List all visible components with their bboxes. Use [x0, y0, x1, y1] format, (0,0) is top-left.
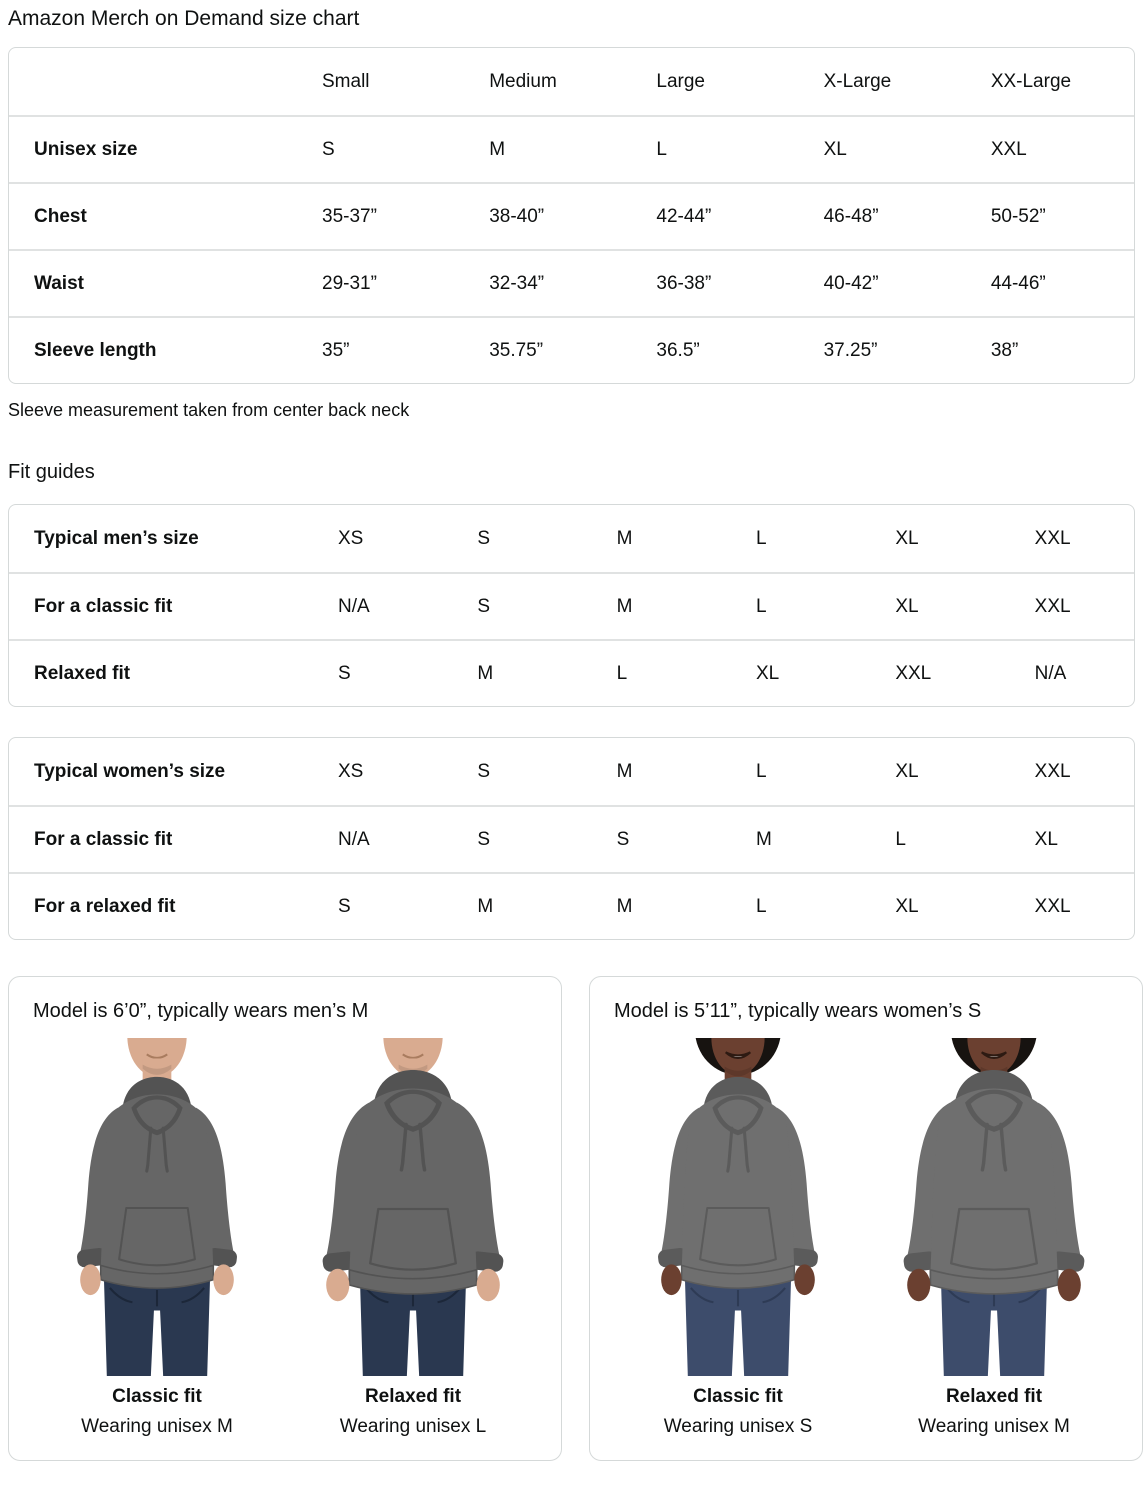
- fit-cell: XL: [895, 895, 919, 917]
- row-label: For a classic fit: [34, 828, 173, 850]
- fit-cell: L: [755, 527, 767, 549]
- row-label: Unisex size: [34, 138, 138, 160]
- female-relaxed-fit-photo: [879, 1038, 1109, 1376]
- fit-cell: M: [755, 828, 772, 850]
- size-cell: 38-40”: [489, 205, 545, 227]
- fit-cell: XL: [1034, 828, 1058, 850]
- row-label: Typical men’s size: [34, 527, 199, 549]
- model-figure: [614, 1038, 862, 1442]
- table-row: [9, 249, 1134, 316]
- fit-cell: S: [477, 760, 491, 782]
- female-classic-fit-photo: [623, 1038, 853, 1376]
- row-label: For a relaxed fit: [34, 895, 176, 917]
- model-card-men: [8, 976, 562, 1461]
- wearing-label: Wearing unisex L: [339, 1416, 487, 1437]
- size-cell: 44-46”: [990, 272, 1046, 294]
- size-chart-table: [8, 47, 1135, 384]
- fit-label: Classic fit: [112, 1386, 202, 1407]
- fit-cell: L: [895, 828, 906, 850]
- wearing-label: Wearing unisex S: [663, 1416, 813, 1437]
- size-cell: 37.25”: [823, 339, 878, 361]
- fit-cell: N/A: [1034, 662, 1067, 684]
- column-header: XX-Large: [990, 70, 1072, 92]
- fit-guides-heading: Fit guides: [8, 461, 95, 483]
- mens-fit-table: [8, 504, 1135, 707]
- size-cell: 40-42”: [823, 272, 879, 294]
- fit-cell: XXL: [1034, 895, 1071, 917]
- fit-cell: XL: [755, 662, 780, 684]
- page-title: Amazon Merch on Demand size chart: [8, 7, 360, 30]
- fit-cell: XL: [895, 760, 919, 782]
- row-label: Relaxed fit: [34, 662, 131, 684]
- figures-row: [33, 1038, 537, 1442]
- fit-cell: XXL: [1034, 527, 1071, 549]
- male-relaxed-fit-photo: [298, 1038, 528, 1376]
- fit-cell: N/A: [338, 595, 370, 617]
- fit-cell: M: [616, 760, 633, 782]
- fit-cell: M: [477, 895, 494, 917]
- fit-cell: M: [477, 662, 494, 684]
- table-row: [9, 115, 1134, 182]
- column-header: Small: [322, 70, 370, 92]
- table-row: [9, 316, 1134, 383]
- fit-cell: M: [616, 527, 633, 549]
- size-cell: 46-48”: [823, 205, 879, 227]
- fit-cell: XXL: [1034, 760, 1071, 782]
- row-label: Chest: [34, 205, 87, 227]
- size-chart-page: [0, 6, 1143, 1469]
- size-cell: 50-52”: [990, 205, 1046, 227]
- size-cell: 35-37”: [322, 205, 377, 227]
- size-cell: 36.5”: [656, 339, 700, 361]
- row-label: Typical women’s size: [34, 760, 226, 782]
- fit-cell: XL: [895, 527, 919, 549]
- table-header-row: [9, 48, 1134, 115]
- fit-cell: S: [477, 595, 491, 617]
- row-label: Waist: [34, 272, 84, 294]
- sleeve-note: Sleeve measurement taken from center back neck: [8, 400, 410, 420]
- size-cell: 29-31”: [322, 272, 377, 294]
- fit-cell: N/A: [338, 828, 370, 850]
- size-cell: XXL: [990, 138, 1027, 160]
- card-heading: Model is 6’0”, typically wears men’s M: [33, 1000, 369, 1022]
- size-cell: 38”: [990, 339, 1019, 361]
- fit-cell: L: [755, 760, 767, 782]
- table-row: [9, 639, 1134, 706]
- column-header: Large: [656, 70, 706, 92]
- womens-fit-table: [8, 737, 1135, 940]
- fit-label: Classic fit: [693, 1386, 783, 1407]
- fit-cell: L: [755, 595, 767, 617]
- size-cell: 35”: [322, 339, 350, 361]
- wearing-label: Wearing unisex M: [81, 1416, 233, 1437]
- fit-cell: XL: [895, 595, 919, 617]
- fit-cell: XXL: [1034, 595, 1071, 617]
- table-row: [9, 738, 1134, 805]
- table-row: [9, 805, 1134, 872]
- fit-cell: XXL: [895, 662, 932, 684]
- size-cell: 36-38”: [656, 272, 712, 294]
- fit-cell: S: [338, 662, 351, 684]
- row-label: Sleeve length: [34, 339, 157, 361]
- model-cards: [8, 976, 1135, 1461]
- fit-cell: M: [616, 595, 633, 617]
- fit-label: Relaxed fit: [364, 1386, 462, 1407]
- table-row: [9, 872, 1134, 939]
- size-cell: XL: [823, 138, 847, 160]
- fit-cell: S: [477, 828, 491, 850]
- column-header: X-Large: [823, 70, 892, 92]
- card-heading: Model is 5’11”, typically wears women’s S: [614, 1000, 982, 1022]
- size-cell: 42-44”: [656, 205, 712, 227]
- fit-label: Relaxed fit: [945, 1386, 1043, 1407]
- fit-cell: S: [338, 895, 351, 917]
- model-card-women: [589, 976, 1143, 1461]
- fit-cell: XS: [338, 527, 364, 549]
- size-cell: M: [489, 138, 506, 160]
- wearing-label: Wearing unisex M: [918, 1416, 1070, 1437]
- figures-row: [614, 1038, 1118, 1442]
- model-figure: [870, 1038, 1118, 1442]
- fit-cell: L: [755, 895, 767, 917]
- size-cell: 35.75”: [489, 339, 544, 361]
- male-classic-fit-photo: [42, 1038, 272, 1376]
- size-cell: S: [322, 138, 335, 160]
- fit-cell: XS: [338, 760, 364, 782]
- fit-cell: S: [616, 828, 630, 850]
- column-header: Medium: [489, 70, 557, 92]
- table-row: [9, 182, 1134, 249]
- fit-cell: S: [477, 527, 491, 549]
- model-figure: [33, 1038, 281, 1442]
- fit-cell: M: [616, 895, 633, 917]
- model-figure: [289, 1038, 537, 1442]
- size-cell: 32-34”: [489, 272, 545, 294]
- table-row: [9, 505, 1134, 572]
- fit-cell: L: [616, 662, 628, 684]
- row-label: For a classic fit: [34, 595, 173, 617]
- table-row: [9, 572, 1134, 639]
- size-cell: L: [656, 138, 667, 160]
